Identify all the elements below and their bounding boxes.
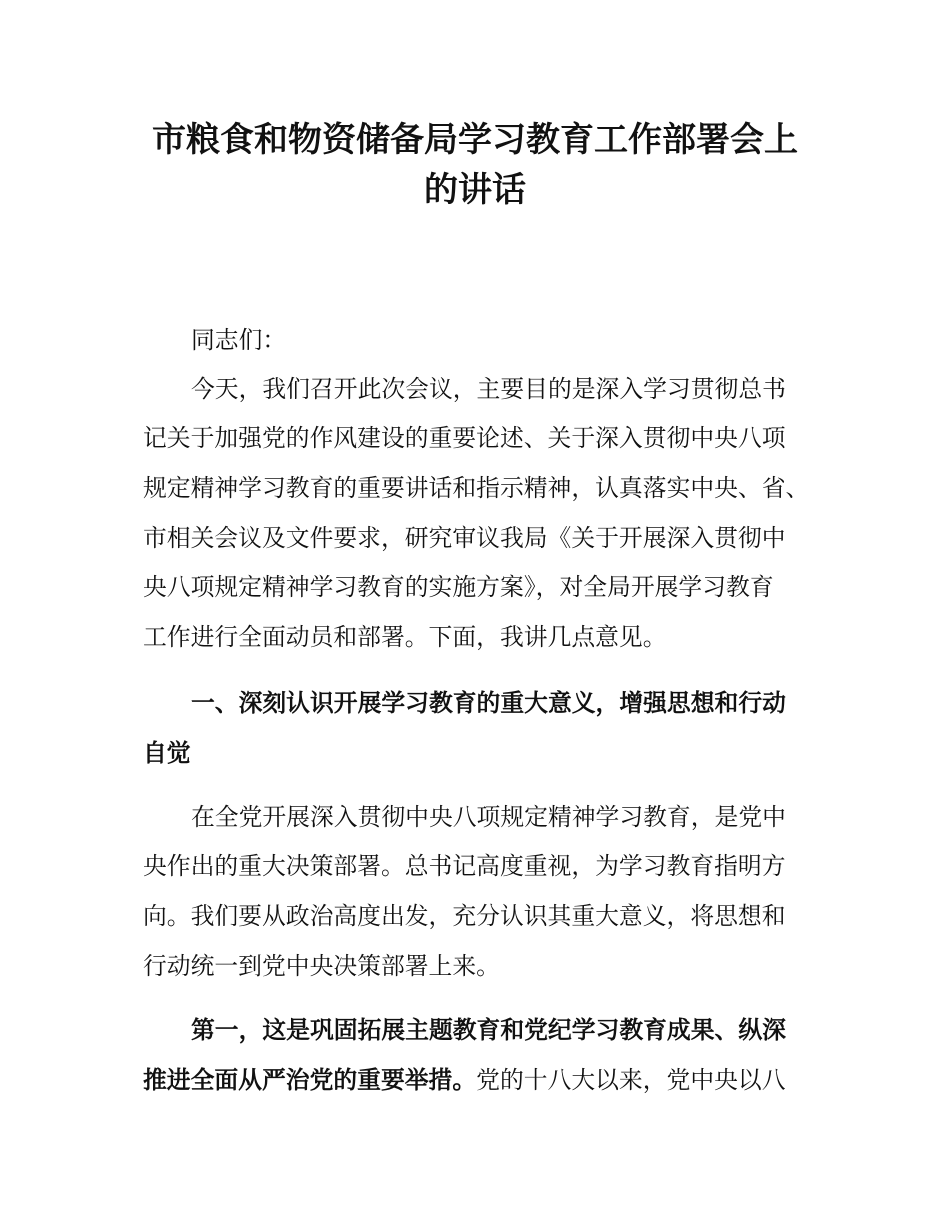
paragraph-line: 央作出的重大决策部署。总书记高度重视，为学习教育指明方	[143, 852, 786, 880]
intro-line: 今天，我们召开此次会议，主要目的是深入学习贯彻总书	[191, 375, 786, 403]
point-1-bold-text: 推进全面从严治党的重要举措。	[143, 1066, 477, 1094]
paragraph-line: 向。我们要从政治高度出发，充分认识其重大意义，将思想和	[143, 902, 786, 930]
heading-line: 一、深刻认识开展学习教育的重大意义，增强思想和行动	[191, 689, 786, 717]
heading-line: 自觉	[143, 739, 191, 767]
salutation: 同志们：	[191, 326, 287, 354]
intro-line: 记关于加强党的作风建设的重要论述、关于深入贯彻中央八项	[143, 424, 786, 452]
paragraph-line: 行动统一到党中央决策部署上来。	[143, 952, 500, 980]
intro-line: 市相关会议及文件要求，研究审议我局《关于开展深入贯彻中	[143, 524, 786, 552]
document-title-line-1: 市粮食和物资储备局学习教育工作部署会上	[152, 120, 798, 160]
point-1-bold-line: 第一，这是巩固拓展主题教育和党纪学习教育成果、纵深	[191, 1016, 786, 1044]
intro-line: 央八项规定精神学习教育的实施方案》，对全局开展学习教育	[143, 573, 774, 601]
intro-line: 工作进行全面动员和部署。下面，我讲几点意见。	[143, 623, 667, 651]
document-title-line-2: 的讲话	[424, 170, 526, 210]
intro-line: 规定精神学习教育的重要讲话和指示精神，认真落实中央、省、	[143, 474, 810, 502]
paragraph-line: 在全党开展深入贯彻中央八项规定精神学习教育，是党中	[191, 803, 786, 831]
point-1-normal-text: 党的十八大以来，党中央以八	[476, 1066, 786, 1094]
point-1-line-2	[143, 1065, 786, 1095]
